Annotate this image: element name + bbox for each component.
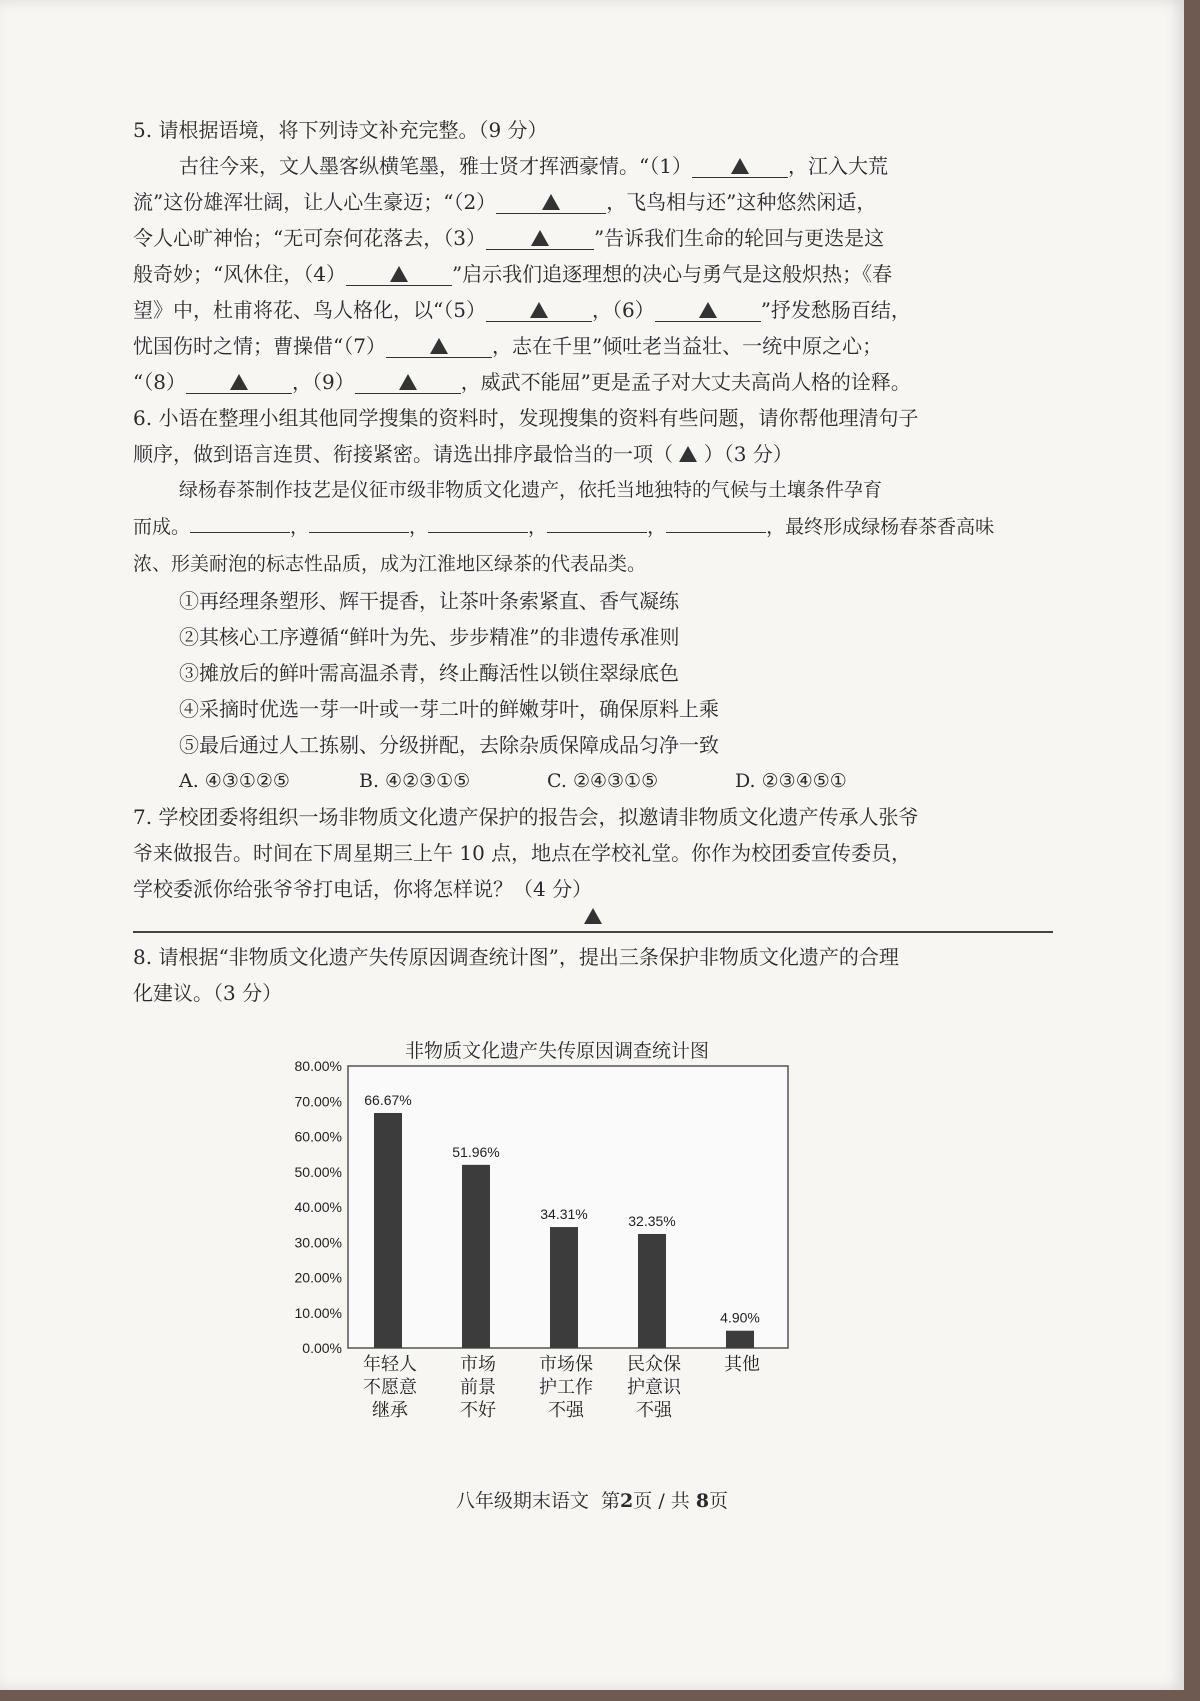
answer-blank-5[interactable] (486, 299, 592, 322)
triangle-marker-icon (679, 446, 697, 462)
x-category-label: 护意识 (627, 1377, 681, 1398)
triangle-marker-icon (531, 230, 549, 246)
q6-item: ②其核心工序遵循“鲜叶为先、步步精准”的非遗传承准则 (179, 625, 680, 649)
q6-choices (133, 763, 1053, 799)
choice-c[interactable]: C. ②④③①⑤ (547, 770, 659, 792)
answer-blank-1[interactable] (692, 155, 788, 178)
q6-line-2: 顺序，做到语言连贯、衔接紧密。请选出排序最恰当的一项（ ）（3 分） (133, 442, 793, 466)
q6-passage-1: 绿杨春茶制作技艺是仪征市级非物质文化遗产，依托当地独特的气候与土壤条件孕育 (179, 479, 883, 501)
bar-chart (290, 1036, 830, 1456)
x-category-label: 继承 (372, 1400, 408, 1421)
choice-d[interactable]: D. ②③④⑤① (735, 770, 847, 792)
triangle-marker-icon (542, 194, 560, 210)
x-category-label: 护工作 (539, 1377, 593, 1398)
x-category-label: 前景 (460, 1377, 496, 1398)
q8-line-1: 8. 请根据“非物质文化遗产失传原因调查统计图”，提出三条保护非物质文化遗产的合理 (133, 945, 899, 969)
answer-blank-4[interactable] (346, 263, 452, 286)
q7-line-3: 学校委派你给张爷爷打电话，你将怎样说？（4 分） (133, 877, 593, 901)
bar (726, 1331, 754, 1348)
y-tick-label: 70.00% (294, 1093, 342, 1110)
footer-page-unit: 页 / 共 (633, 1490, 696, 1512)
triangle-marker-icon (530, 302, 548, 318)
q6-line-1: 6. 小语在整理小组其他同学搜集的资料时，发现搜集的资料有些问题，请你帮他理清句子 (133, 406, 919, 430)
page-footer (0, 1486, 1184, 1513)
bar (638, 1234, 666, 1348)
chart-title: 非物质文化遗产失传原因调查统计图 (405, 1040, 710, 1062)
q6-item: ③摊放后的鲜叶需高温杀青，终止酶活性以锁住翠绿底色 (179, 661, 679, 685)
choice-b[interactable]: B. ④②③①⑤ (359, 770, 471, 792)
q6-passage-3: 浓、形美耐泡的标志性品质，成为江淮地区绿茶的代表品类。 (133, 553, 647, 575)
x-category-label: 不愿意 (363, 1377, 417, 1398)
triangle-marker-icon (731, 158, 749, 174)
triangle-marker-icon (430, 338, 448, 354)
answer-blank-3[interactable] (486, 227, 594, 250)
footer-page-label: 第 (601, 1490, 621, 1512)
answer-blank-6[interactable] (655, 299, 761, 322)
y-tick-label: 0.00% (302, 1340, 342, 1356)
triangle-marker-icon (390, 266, 408, 282)
answer-area-marker[interactable] (133, 907, 1053, 927)
triangle-marker-icon (399, 374, 417, 390)
q6-item: ①再经理条塑形、辉干提香，让茶叶条索紧直、香气凝练 (179, 589, 679, 613)
footer-total-unit: 页 (709, 1490, 729, 1512)
bar (462, 1165, 490, 1348)
x-category-label: 其他 (724, 1354, 760, 1375)
y-tick-label: 10.00% (294, 1304, 342, 1321)
footer-total-pages: 8 (695, 1490, 710, 1512)
triangle-marker-icon (584, 908, 602, 924)
y-tick-label: 30.00% (294, 1234, 342, 1251)
data-label: 66.67% (364, 1091, 412, 1108)
answer-blank-8[interactable] (186, 371, 292, 394)
q5-line-6: 忧国伤时之情；曹操借“（7） ，志在千里”倾吐老当益壮、一统中原之心； (133, 334, 883, 358)
footer-page-number: 2 (620, 1490, 634, 1512)
answer-line (133, 931, 1053, 933)
answer-blank-2[interactable] (496, 191, 606, 214)
q8-line-2: 化建议。（3 分） (133, 981, 283, 1005)
answer-blank-9[interactable] (355, 371, 461, 394)
sentence-blank[interactable] (547, 532, 647, 533)
triangle-marker-icon (699, 302, 717, 318)
footer-subject: 八年级期末语文 (455, 1490, 589, 1512)
q5-line-5: 望》中，杜甫将花、鸟人格化，以“（5） ，（6） ”抒发愁肠百结， (133, 298, 911, 322)
q5-line-1: 古往今来，文人墨客纵横笔墨，雅士贤才挥洒豪情。“（1） ，江入大荒 (179, 154, 888, 178)
sentence-blank[interactable] (309, 532, 409, 533)
triangle-marker-icon (230, 374, 248, 390)
question-content (133, 112, 1053, 1011)
x-category-label: 不强 (636, 1400, 672, 1421)
x-category-label: 不好 (460, 1400, 496, 1421)
q6-item: ④采摘时优选一芽一叶或一芽二叶的鲜嫩芽叶，确保原料上乘 (179, 697, 719, 721)
bar (374, 1113, 402, 1348)
sentence-blank[interactable] (428, 532, 528, 533)
x-category-label: 年轻人 (363, 1354, 417, 1375)
q7-line-1: 7. 学校团委将组织一场非物质文化遗产保护的报告会，拟邀请非物质文化遗产传承人张爷 (133, 805, 919, 829)
data-label: 32.35% (628, 1212, 676, 1229)
y-tick-label: 20.00% (294, 1269, 342, 1286)
q5-header: 5. 请根据语境，将下列诗文补充完整。（9 分） (133, 118, 548, 142)
y-tick-label: 60.00% (294, 1128, 342, 1145)
choice-a[interactable]: A. ④③①②⑤ (179, 770, 290, 792)
data-label: 51.96% (452, 1143, 500, 1160)
sentence-blank[interactable] (666, 532, 766, 533)
x-category-label: 市场保 (539, 1354, 593, 1375)
q5-line-2: 流”这份雄浑壮阔，让人心生豪迈；“（2） ，飞鸟相与还”这种悠然闲适， (133, 190, 877, 214)
x-category-label: 市场 (460, 1354, 496, 1375)
bar (550, 1227, 578, 1348)
q6-item: ⑤最后通过人工拣剔、分级拼配，去除杂质保障成品匀净一致 (179, 733, 719, 757)
data-label: 34.31% (540, 1206, 588, 1223)
q5-line-4: 般奇妙；“风休住，（4） ”启示我们追逐理想的决心与勇气是这般炽热；《春 (133, 262, 893, 286)
x-category-label: 不强 (548, 1400, 584, 1421)
x-category-label: 民众保 (627, 1354, 681, 1375)
y-tick-label: 80.00% (294, 1058, 342, 1074)
q5-line-3: 令人心旷神怡；“无可奈何花落去，（3） ”告诉我们生命的轮回与更迭是这 (133, 226, 885, 250)
q5-line-7: “（8） ，（9） ，威武不能屈”更是孟子对大丈夫高尚人格的诠释。 (133, 370, 911, 394)
data-label: 4.90% (720, 1309, 760, 1326)
y-tick-label: 50.00% (294, 1163, 342, 1180)
q7-line-2: 爷来做报告。时间在下周星期三上午 10 点，地点在学校礼堂。你作为校团委宣传委员， (133, 841, 912, 865)
answer-blank-7[interactable] (386, 335, 492, 358)
y-tick-label: 40.00% (294, 1199, 342, 1215)
sentence-blank[interactable] (190, 532, 290, 533)
q6-passage-2: 而成。 ， ， ， ， ，最终形成绿杨春茶香高味 (133, 516, 995, 538)
